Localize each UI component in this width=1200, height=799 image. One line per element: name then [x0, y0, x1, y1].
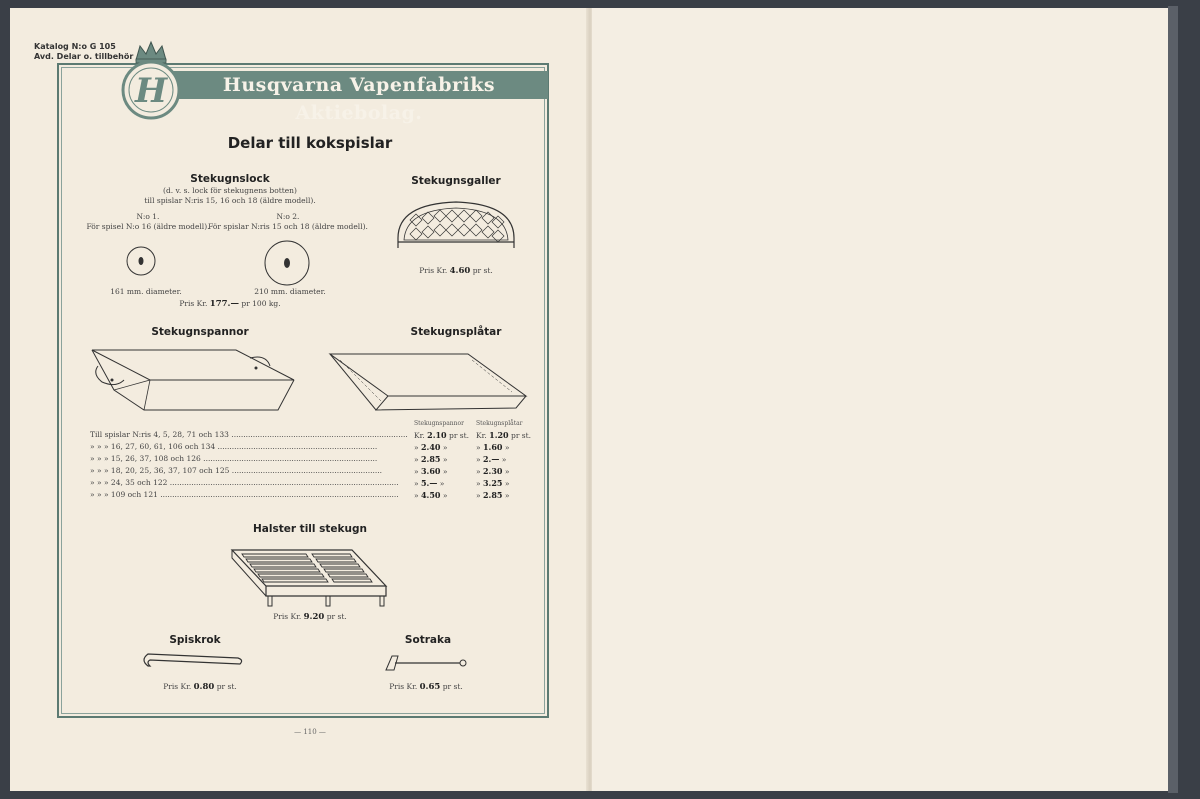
page-title: Delar till kokspislar [227, 134, 393, 152]
row-price-platar: » 2.85 » [476, 490, 510, 500]
lock2-diameter: 210 mm. diameter. [254, 287, 326, 296]
row-price-platar: » 2.— » [476, 454, 507, 464]
stekugnslock-title: Stekugnslock [190, 173, 270, 185]
lock1-number: N:o 1. [136, 212, 160, 221]
row-price-pannor: » 4.50 » [414, 490, 448, 500]
table-row [90, 454, 530, 466]
table-row [90, 442, 530, 454]
halster-price: Pris Kr. 9.20 pr st. [273, 612, 347, 622]
row-desc: » » » 18, 20, 25, 36, 37, 107 och 125 ............................................................... [90, 466, 382, 475]
table-row [90, 478, 530, 490]
roasting-pan-icon [86, 344, 300, 416]
row-price-pannor: » 2.40 » [414, 442, 448, 452]
col-header-platar: Stekugnsplåtar [476, 420, 523, 427]
row-price-pannor: » 5.— » [414, 478, 445, 488]
cover-edge [1168, 6, 1178, 793]
soot-scraper-icon [384, 652, 468, 674]
stekugnspannor-title: Stekugnspannor [151, 326, 249, 338]
lock-small-icon [126, 246, 156, 276]
row-desc: » » » 15, 26, 37, 108 och 126 ......................................................................... [90, 454, 378, 463]
table-row [90, 490, 530, 502]
row-desc: » » » 24, 35 och 122 ................................................................................................ [90, 478, 399, 487]
col-header-pannor: Stekugnspannor [414, 420, 464, 427]
company-banner: Husqvarna Vapenfabriks Aktiebolag. [170, 71, 548, 99]
row-price-platar: » 1.60 » [476, 442, 510, 452]
spiskrok-title: Spiskrok [169, 634, 221, 646]
stove-hook-icon [138, 650, 246, 672]
spiskrok-price: Pris Kr. 0.80 pr st. [163, 682, 237, 692]
lock1-diameter: 161 mm. diameter. [110, 287, 182, 296]
stekugnslock-price: Pris Kr. 177.— pr 100 kg. [179, 299, 281, 309]
stekugnslock-desc1: (d. v. s. lock för stekugnens botten) [163, 186, 297, 195]
lock-large-icon [264, 240, 310, 286]
sotraka-title: Sotraka [404, 634, 452, 646]
row-price-platar: » 2.30 » [476, 466, 510, 476]
stekugnsplatar-title: Stekugnsplåtar [410, 326, 502, 338]
row-price-platar: Kr. 1.20 pr st. [476, 430, 532, 440]
stekugnsgaller-price: Pris Kr. 4.60 pr st. [419, 266, 493, 276]
crown-logo-icon [120, 38, 182, 120]
row-desc: » » » 109 och 121 .................................................................................................... [90, 490, 399, 499]
row-price-pannor: Kr. 2.10 pr st. [414, 430, 470, 440]
halster-title: Halster till stekugn [252, 523, 367, 535]
logo-letter: H [134, 71, 168, 111]
lock2-for: För spislar N:ris 15 och 18 (äldre modell). [208, 222, 368, 231]
catalog-reference [34, 42, 133, 62]
lock2-number: N:o 2. [276, 212, 300, 221]
oven-grate-icon [394, 198, 518, 254]
row-desc: Till spislar N:ris 4, 5, 28, 71 och 133 .......................................................................... [90, 430, 408, 439]
right-page-blank [592, 8, 1168, 791]
page-number: — 110 — [294, 728, 326, 736]
lock1-for: För spisel N:o 16 (äldre modell). [86, 222, 210, 231]
row-price-pannor: » 2.85 » [414, 454, 448, 464]
stekugnslock-desc2: till spislar N:ris 15, 16 och 18 (äldre modell). [144, 196, 316, 205]
table-row [90, 430, 530, 442]
table-row [90, 466, 530, 478]
row-price-platar: » 3.25 » [476, 478, 510, 488]
baking-sheet-icon [326, 348, 530, 414]
stekugnsgaller-title: Stekugnsgaller [411, 175, 501, 187]
catalog-section: Avd. Delar o. tillbehör [34, 52, 134, 61]
grill-rack-icon [228, 546, 390, 610]
row-price-pannor: » 3.60 » [414, 466, 448, 476]
sotraka-price: Pris Kr. 0.65 pr st. [389, 682, 463, 692]
row-desc: » » » 16, 27, 60, 61, 106 och 134 ................................................................... [90, 442, 378, 451]
catalog-number: Katalog N:o G 105 [34, 42, 116, 51]
